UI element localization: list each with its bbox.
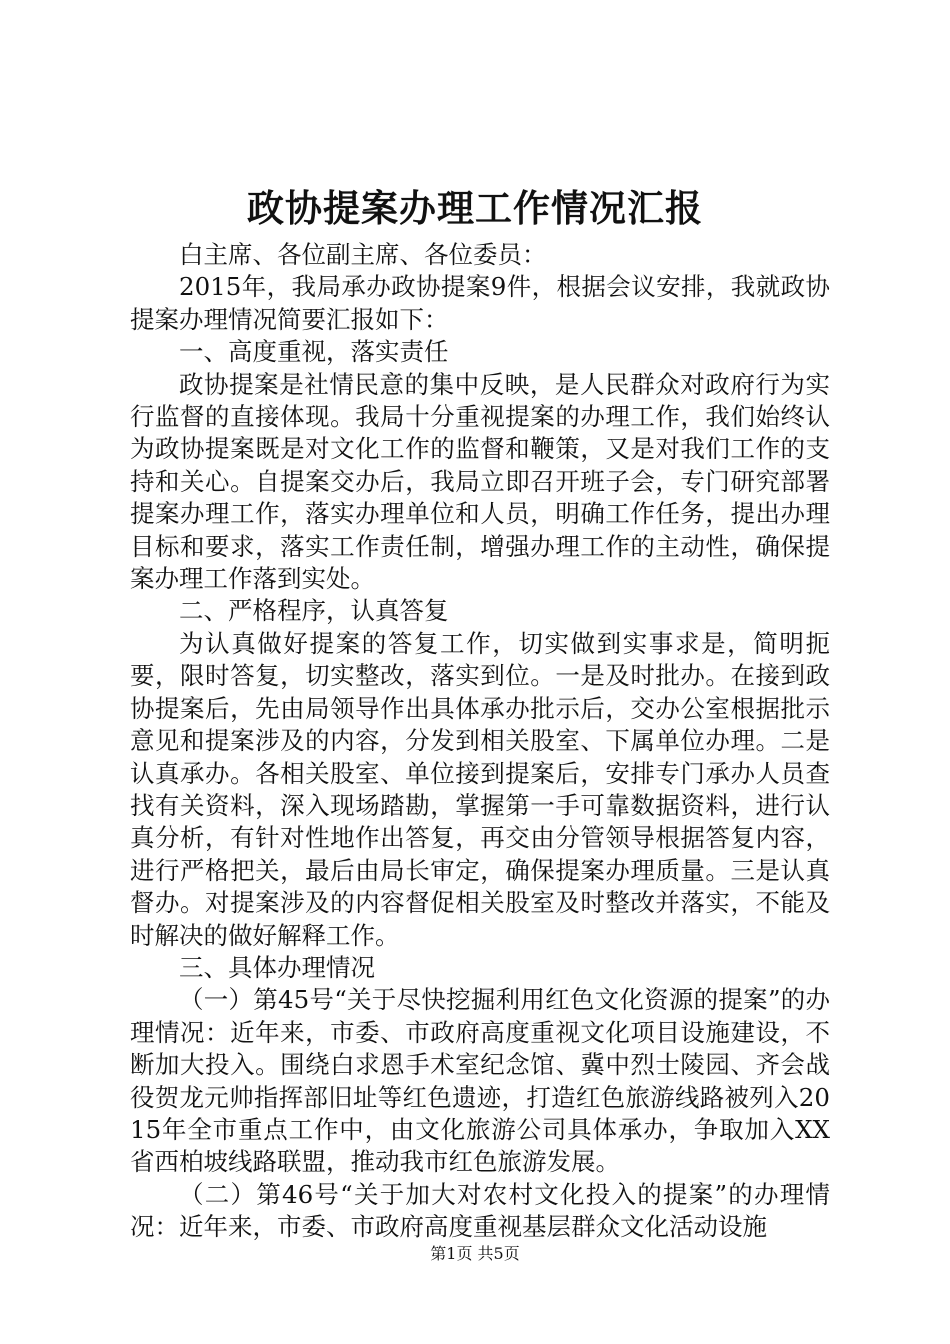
page-footer: 第1页 共5页 [430,1244,520,1263]
section-heading-1: 一、高度重视，落实责任 [179,337,449,367]
section-heading-2: 二、严格程序，认真答复 [179,596,449,626]
document-title: 政协提案办理工作情况汇报 [247,186,703,230]
salutation: 白主席、各位副主席、各位委员： [179,240,547,269]
section-1-paragraph: 政协提案是社情民意的集中反映，是人民群众对政府行为实行监督的直接体现。我局十分重视提案的办理工作，我们始终认为政协提案既是对文化工作的监督和鞭策，又是对我们工作的支持和关心。自提案交办后，我局立即召开班子会，专门研究部署提案办理工作，落实办理单位和人员，明确工作任务，提出办理目标和要求，落实工作责任制，增强办理工作的主动性，确保提案办理工作落到实处。 [130,369,830,594]
intro-paragraph: 2015年，我局承办政协提案9件，根据会议安排，我就政协提案办理情况简要汇报如下： [130,272,830,334]
section-2-paragraph: 为认真做好提案的答复工作，切实做到实事求是，简明扼要，限时答复，切实整改，落实到位。一是及时批办。在接到政协提案后，先由局领导作出具体承办批示后，交办公室根据批示意见和提案涉及的内容，分发到相关股室、下属单位办理。二是认真承办。各相关股室、单位接到提案后，安排专门承办人员查找有关资料，深入现场踏勘，掌握第一手可靠数据资料，进行认真分析，有针对性地作出答复，再交由分管领导根据答复内容，进行严格把关，最后由局长审定，确保提案办理质量。三是认真督办。对提案涉及的内容督促相关股室及时整改并落实，不能及时解决的做好解释工作。 [130,628,830,950]
proposal-46-paragraph: （二）第46号“关于加大对农村文化投入的提案”的办理情况：近年来，市委、市政府高度重视基层群众文化活动设施 [130,1179,830,1242]
proposal-45-paragraph: （一）第45号“关于尽快挖掘利用红色文化资源的提案”的办理情况：近年来，市委、市政府高度重视文化项目设施建设，不断加大投入。围绕白求恩手术室纪念馆、冀中烈士陵园、齐会战役贺龙元帅指挥部旧址等红色遗迹，打造红色旅游线路被列入2015年全市重点工作中，由文化旅游公司具体承办，争取加入XX省西柏坡线路联盟，推动我市红色旅游发展。 [130,985,830,1177]
section-heading-3: 三、具体办理情况 [179,952,375,982]
document-body [130,239,830,1244]
